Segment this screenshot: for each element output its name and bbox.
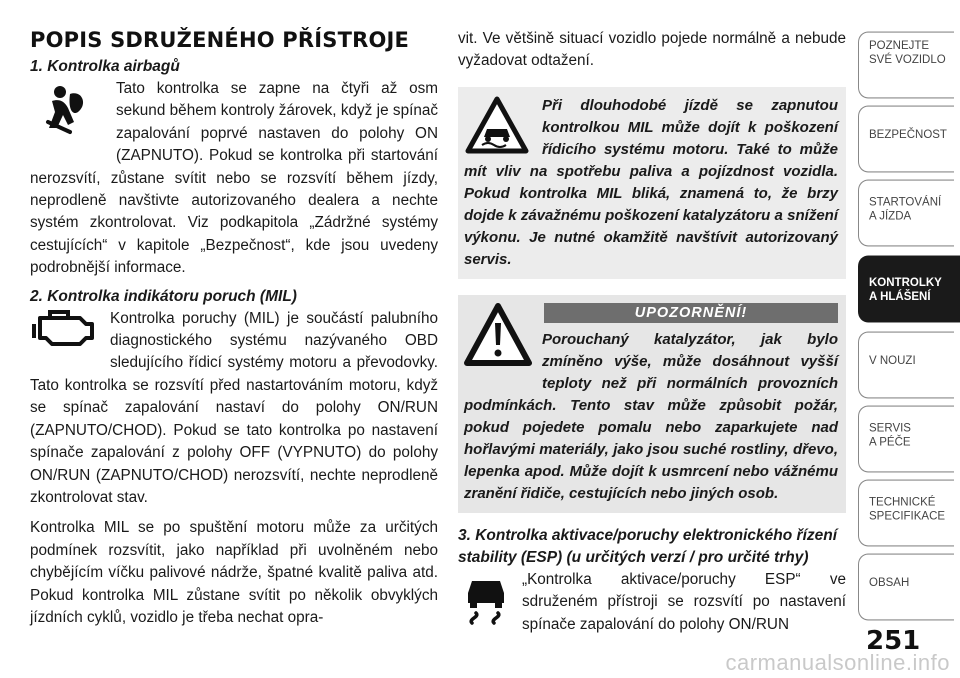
note-text: Při dlouhodobé jízdě se zapnutou kontrolkou MIL může dojít k poškození řídicího systému motoru. Také to může mít vliv na spotřebu paliva a pojízdnost vozidla. Pokud kontrolka MIL bliká, znamená to, že brzy dojde k závažnému poškození katalyzátoru a snížení výkonu. Je nutné okamžitě navštívit autorizovaný servis. <box>464 96 838 268</box>
right-column <box>458 28 846 636</box>
engine-icon-graphic <box>30 308 102 352</box>
tab-startovani-a-jizda[interactable] <box>858 180 954 247</box>
tab-v-nouzi[interactable] <box>858 332 954 399</box>
chapter-tabs <box>858 16 960 626</box>
tab-label: KONTROLKY <box>869 276 942 289</box>
tab-label: V NOUZI <box>869 354 916 368</box>
airbag-icon-graphic <box>30 78 116 138</box>
paragraph-esp: „Kontrolka aktivace/poruchy ESP“ ve sdruženém přístroji se rozsvítí po nastavení spínače zapalování do polohy ON/RUN <box>522 570 846 633</box>
esp-skid-car-icon <box>458 569 522 633</box>
paragraph-continued: vit. Ve většině situací vozidlo pojede normálně a nebude vyžadovat odtažení. <box>458 30 846 70</box>
tab-obsah[interactable] <box>858 554 954 621</box>
tab-label: SERVIS <box>869 421 911 435</box>
tab-technicke-specifikace[interactable] <box>858 480 954 547</box>
note-box <box>458 87 846 279</box>
tab-label: SPECIFIKACE <box>869 509 946 523</box>
section-heading-airbag: 1. Kontrolka airbagů <box>30 58 180 75</box>
esp-icon-graphic <box>458 569 514 627</box>
page-title: POPIS SDRUŽENÉHO PŘÍSTROJE <box>30 28 410 52</box>
warning-title: UPOZORNĚNÍ! <box>544 303 838 323</box>
page-number: 251 <box>866 626 921 656</box>
tab-poznejte-sve-vozidlo[interactable] <box>858 32 954 99</box>
tab-label: POZNEJTE <box>869 39 930 53</box>
paragraph-mil-conditions: Kontrolka MIL se po spuštění motoru může za určitých podmínek rozsvítit, jako například při uvolněném nebo chybějícím víčku palivové nádrže, špatné kvalitě paliva atd. Pokud kontrolka MIL zůstane svítit po několik obvyklých jízdních cyklů, vozidlo je třeba nechat opra- <box>30 519 438 626</box>
paragraph-mil: Kontrolka poruchy (MIL) je součástí palubního diagnostického systému nazývaného OBD sledujícího řídicí systémy motoru a převodovky. Tato kontrolka se rozsvítí před nastartováním motoru, když se spínač zapalování nastaví do polohy ON/RUN (ZAPNUTO/CHOD). Pokud se tato kontrolka po nastavení spínače zapalování z polohy OFF (VYPNUTO) do polohy ON/RUN (ZAPNUTO/CHOD) nerozsvítí, nechte neprodleně zkontrolovat stav. <box>30 309 438 506</box>
tab-servis-a-pece[interactable] <box>858 406 954 473</box>
warning-text: Porouchaný katalyzátor, jak bylo zmíněno výše, může dosáhnout vyšší teploty než při normálních provozních podmínkách. Tento stav může způsobit požár, pokud pojedete pomalu nebo zaparkujete nad hořlavými materiály, jako jsou suché rostliny, dřevo, lepenka apod. Může dojít k usmrcení nebo vážnému zranění řidiče, cestujících nebo jiných osob. <box>464 330 838 502</box>
tab-label: A HLÁŠENÍ <box>869 290 931 304</box>
tab-label: OBSAH <box>869 576 910 590</box>
watermark: carmanualsonline.info <box>725 650 950 675</box>
tab-label: TECHNICKÉ <box>869 495 936 509</box>
tab-kontrolky-a-hlaseni[interactable] <box>858 256 960 323</box>
car-in-triangle-icon <box>464 95 536 159</box>
section-heading-esp: 3. Kontrolka aktivace/poruchy elektronického řízení stability (ESP) (u určitých verzí / pro určité trhy) <box>458 526 838 566</box>
check-engine-icon <box>30 308 110 368</box>
warning-box <box>458 295 846 513</box>
tab-bezpecnost[interactable] <box>858 106 954 173</box>
tab-label: A JÍZDA <box>869 209 912 223</box>
tab-label: STARTOVÁNÍ <box>869 195 942 209</box>
paragraph-airbag: Tato kontrolka se zapne na čtyři až osm sekund během kontroly žárovek, když je spínač zapalování poprvé nastaven do polohy ON (ZAPNUTO). Pokud se kontrolka při startování nerozsvítí, zůstane svítit nebo se rozsvítí během jízdy, neprodleně navštivte autorizovaného dealera a nechte systém zkontrolovat. Viz podkapitola „Zádržné systémy cestujících“ v kapitole „Bezpečnost“, kde jsou uvedeny podrobnější informace. <box>30 80 438 277</box>
tab-label: SVÉ VOZIDLO <box>869 53 946 67</box>
section-heading-mil: 2. Kontrolka indikátoru poruch (MIL) <box>30 287 297 305</box>
left-column <box>30 28 438 629</box>
tab-label: BEZPEČNOST <box>869 128 947 142</box>
exclamation-triangle-icon <box>464 303 536 383</box>
car-triangle-graphic <box>464 95 530 155</box>
tab-label: A PÉČE <box>869 435 911 449</box>
caution-graphic <box>464 303 532 367</box>
airbag-warning-icon <box>30 78 116 158</box>
